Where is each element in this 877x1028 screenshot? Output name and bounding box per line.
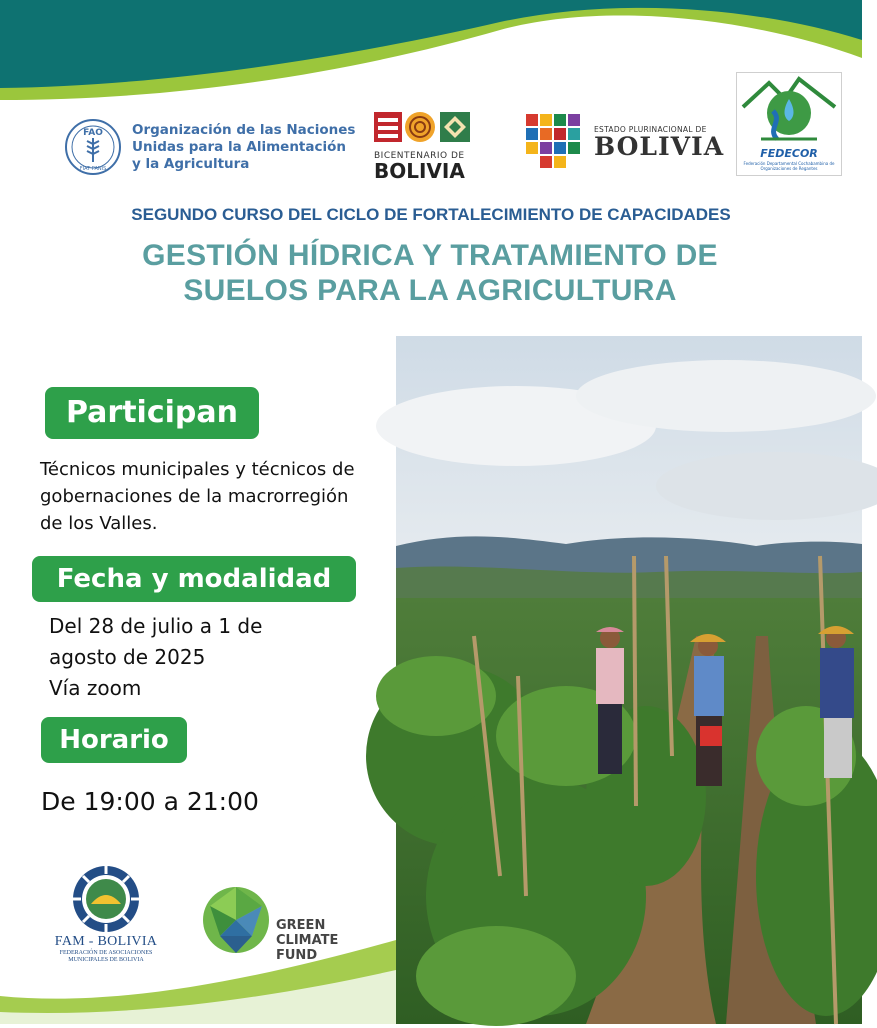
fao-line-3: y la Agricultura — [132, 155, 250, 172]
participan-label: Participan — [45, 387, 259, 439]
field-photo-illustration — [396, 336, 862, 1024]
estado-big-text: BOLIVIA — [594, 131, 725, 161]
fecha-text — [49, 611, 349, 704]
fao-name — [132, 121, 356, 173]
fecha-line-1: Del 28 de julio a 1 de — [49, 614, 263, 638]
fam-emblem-icon — [71, 864, 141, 934]
fao-emblem-text: FAO — [83, 128, 103, 138]
fam-bolivia-logo — [50, 864, 162, 964]
fao-emblem-icon — [64, 118, 122, 176]
field-photo — [396, 336, 862, 1024]
course-title-line-2: SUELOS PARA LA AGRICULTURA — [183, 274, 677, 307]
horario-label: Horario — [41, 717, 187, 763]
participan-text: Técnicos municipales y técnicos de gobernaciones de la macrorregión de los Valles. — [40, 459, 355, 534]
gcf-line-2: CLIMATE — [276, 933, 339, 948]
fedecor-emblem-icon — [737, 73, 841, 147]
fam-sub-1: FEDERACIÓN DE ASOCIACIONES — [59, 950, 153, 956]
fam-sub-2: MUNICIPALES DE BOLIVIA — [68, 957, 144, 963]
course-title-line-1: GESTIÓN HÍDRICA Y TRATAMIENTO DE — [142, 239, 718, 272]
gcf-globe-icon — [202, 886, 270, 954]
gcf-line-1: GREEN — [276, 918, 326, 933]
green-climate-fund-logo — [202, 876, 338, 963]
fedecor-sub: Federación Departamental Cochabambina de Organizaciones de Regantes — [743, 161, 835, 171]
fam-name: FAM - BOLIVIA — [54, 934, 158, 949]
horario-text: De 19:00 a 21:00 — [41, 787, 259, 816]
fao-logo — [64, 118, 356, 176]
bicentenario-big-text: BOLIVIA — [374, 159, 465, 183]
bicentenario-logo — [374, 110, 474, 181]
fao-motto: FIAT PANIS — [79, 166, 107, 172]
fedecor-name: FEDECOR — [760, 147, 818, 160]
modalidad-line: Vía zoom — [49, 676, 142, 700]
fedecor-logo — [736, 72, 842, 176]
estado-plurinacional-logo — [522, 110, 724, 174]
estado-text — [594, 125, 724, 160]
fecha-line-2: agosto de 2025 — [49, 645, 206, 669]
fao-line-1: Organización de las Naciones — [132, 121, 356, 138]
header-wave — [0, 0, 862, 120]
bicentenario-emblem-icon — [374, 110, 470, 144]
estado-emblem-icon — [522, 110, 588, 174]
fecha-label: Fecha y modalidad — [32, 556, 356, 602]
course-subtitle: SEGUNDO CURSO DEL CICLO DE FORTALECIMIENTO DE CAPACIDADES — [131, 205, 731, 224]
gcf-text — [276, 918, 338, 963]
gcf-line-3: FUND — [276, 948, 318, 963]
bicentenario-small-text: BICENTENARIO DE — [374, 151, 465, 161]
estado-small-text: ESTADO PLURINACIONAL DE — [594, 124, 707, 134]
fao-line-2: Unidas para la Alimentación — [132, 138, 347, 155]
course-title — [110, 238, 750, 308]
